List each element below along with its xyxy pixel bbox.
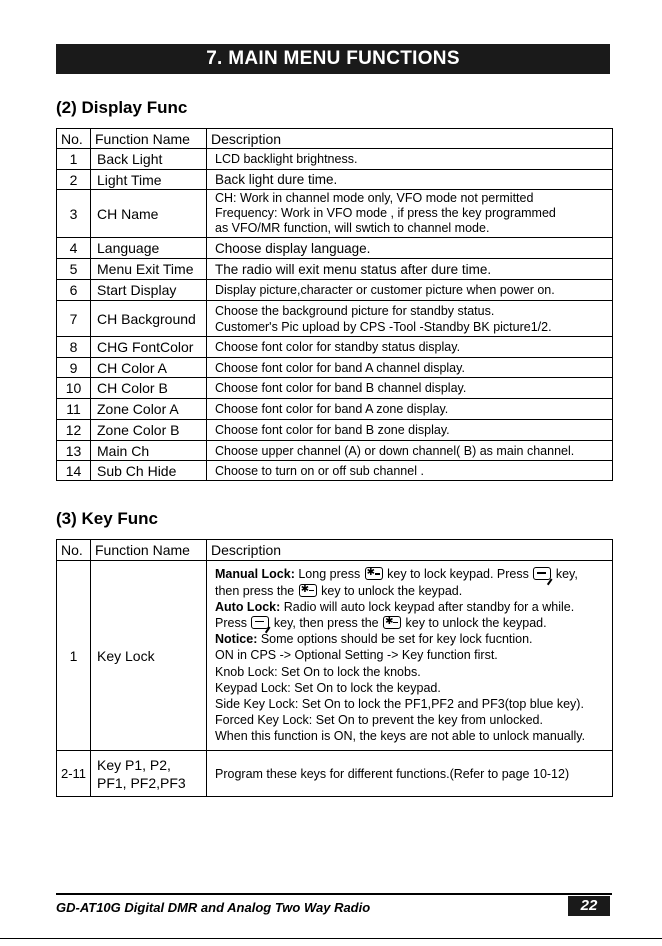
table-header-row bbox=[57, 129, 613, 149]
header-description: Description bbox=[207, 129, 613, 149]
notice-line bbox=[215, 631, 608, 647]
desc-line: When this function is ON, the keys are not able to unlock manually. bbox=[215, 729, 586, 744]
row-name: CH Color B bbox=[91, 378, 207, 399]
row-no: 5 bbox=[57, 259, 91, 280]
row-desc: Choose font color for standby status display. bbox=[207, 337, 613, 358]
row-desc: Choose font color for band A zone display. bbox=[207, 399, 613, 420]
row-name: Zone Color A bbox=[91, 399, 207, 420]
row-name: Zone Color B bbox=[91, 420, 207, 441]
desc-line: Knob Lock: Set On to lock the knobs. bbox=[215, 664, 421, 679]
table-row bbox=[57, 238, 613, 259]
bottom-rule bbox=[0, 938, 662, 939]
menu-key-icon bbox=[251, 616, 269, 629]
table-row bbox=[57, 259, 613, 280]
row-no: 11 bbox=[57, 399, 91, 420]
row-desc: Choose font color for band A channel display. bbox=[207, 358, 613, 378]
text: key to unlock the keypad. bbox=[402, 615, 547, 630]
text: key to unlock the keypad. bbox=[317, 583, 463, 598]
row-desc: Choose font color for band B channel display. bbox=[207, 378, 613, 399]
table-row bbox=[57, 378, 613, 399]
star-key-icon bbox=[383, 616, 401, 629]
header-description: Description bbox=[207, 540, 613, 561]
key-func-title: (3) Key Func bbox=[56, 509, 159, 528]
row-desc: Program these keys for different functions.(Refer to page 10-12) bbox=[207, 751, 613, 797]
text: key to lock keypad. Press bbox=[383, 567, 533, 582]
table-row bbox=[57, 337, 613, 358]
name-line: Key P1, P2, bbox=[97, 756, 171, 773]
row-desc bbox=[207, 190, 613, 238]
row-no: 7 bbox=[57, 301, 91, 337]
header-function-name: Function Name bbox=[91, 129, 207, 149]
table-row bbox=[57, 358, 613, 378]
row-desc: Choose to turn on or off sub channel . bbox=[207, 461, 613, 481]
table-row bbox=[57, 190, 613, 238]
text: key, bbox=[552, 567, 578, 582]
desc-line: CH: Work in channel mode only, VFO mode not permitted bbox=[215, 191, 534, 205]
notice-label: Notice: bbox=[215, 632, 258, 647]
menu-key-icon bbox=[533, 567, 551, 580]
header-function-name: Function Name bbox=[91, 540, 207, 561]
row-no: 10 bbox=[57, 378, 91, 399]
row-desc: Choose upper channel (A) or down channel( B) as main channel. bbox=[207, 441, 613, 461]
row-no: 1 bbox=[57, 149, 91, 170]
row-desc bbox=[207, 301, 613, 337]
row-no: 14 bbox=[57, 461, 91, 481]
row-name: Menu Exit Time bbox=[91, 259, 207, 280]
row-no: 12 bbox=[57, 420, 91, 441]
footer-product-name: GD-AT10G Digital DMR and Analog Two Way Radio bbox=[56, 900, 371, 915]
desc-line: ON in CPS -> Optional Setting -> Key function first. bbox=[215, 648, 498, 663]
row-no: 2-11 bbox=[57, 751, 91, 797]
row-desc: Choose display language. bbox=[207, 238, 613, 259]
row-name: Main Ch bbox=[91, 441, 207, 461]
text: key, then press the bbox=[270, 615, 383, 630]
key-lock-desc bbox=[207, 561, 613, 751]
row-desc: Back light dure time. bbox=[207, 170, 613, 190]
chapter-banner: 7. MAIN MENU FUNCTIONS bbox=[56, 44, 610, 74]
star-key-icon bbox=[299, 584, 317, 597]
table-row bbox=[57, 170, 613, 190]
row-name: Start Display bbox=[91, 280, 207, 301]
desc-line: Side Key Lock: Set On to lock the PF1,PF2 and PF3(top blue key). bbox=[215, 697, 584, 711]
row-name: CH Color A bbox=[91, 358, 207, 378]
text: Press bbox=[215, 615, 251, 630]
table-header-row bbox=[57, 540, 613, 561]
desc-line: Keypad Lock: Set On to lock the keypad. bbox=[215, 680, 441, 695]
row-desc: LCD backlight brightness. bbox=[207, 149, 613, 170]
header-no: No. bbox=[57, 129, 91, 149]
table-row bbox=[57, 461, 613, 481]
desc-line: Customer's Pic upload by CPS -Tool -Standby BK picture1/2. bbox=[215, 319, 552, 334]
row-name: Key Lock bbox=[91, 561, 207, 751]
manual-lock-label: Manual Lock: bbox=[215, 567, 295, 582]
row-no: 8 bbox=[57, 337, 91, 358]
row-no: 13 bbox=[57, 441, 91, 461]
footer-divider bbox=[56, 893, 612, 895]
row-no: 2 bbox=[57, 170, 91, 190]
row-name: Light Time bbox=[91, 170, 207, 190]
row-desc: The radio will exit menu status after dure time. bbox=[207, 259, 613, 280]
row-name: Language bbox=[91, 238, 207, 259]
table-row bbox=[57, 301, 613, 337]
row-desc: Display picture,character or customer picture when power on. bbox=[207, 280, 613, 301]
star-key-icon bbox=[365, 567, 383, 580]
row-name: Back Light bbox=[91, 149, 207, 170]
press-line bbox=[215, 615, 608, 631]
table-row-key-lock bbox=[57, 561, 613, 751]
desc-line: Frequency: Work in VFO mode , if press the key programmed bbox=[215, 206, 556, 220]
table-row-program-keys bbox=[57, 751, 613, 797]
row-no: 1 bbox=[57, 561, 91, 751]
row-name bbox=[91, 751, 207, 797]
desc-line: Forced Key Lock: Set On to prevent the key from unlocked. bbox=[215, 713, 543, 728]
row-name: CH Name bbox=[91, 190, 207, 238]
row-no: 3 bbox=[57, 190, 91, 238]
row-no: 4 bbox=[57, 238, 91, 259]
display-func-table bbox=[56, 128, 613, 481]
row-name: CH Background bbox=[91, 301, 207, 337]
text: Long press bbox=[294, 567, 364, 582]
text: then press the bbox=[215, 583, 298, 598]
header-no: No. bbox=[57, 540, 91, 561]
key-func-table bbox=[56, 539, 613, 797]
manual-lock-line bbox=[215, 566, 608, 582]
name-line: PF1, PF2,PF3 bbox=[97, 774, 186, 791]
table-row bbox=[57, 399, 613, 420]
row-name: CHG FontColor bbox=[91, 337, 207, 358]
row-name: Sub Ch Hide bbox=[91, 461, 207, 481]
table-row bbox=[57, 441, 613, 461]
manual-lock-line-2 bbox=[215, 583, 608, 599]
text: Some options should be set for key lock fucntion. bbox=[257, 632, 533, 647]
table-row bbox=[57, 149, 613, 170]
desc-line: as VFO/MR function, will swtich to channel mode. bbox=[215, 221, 490, 235]
row-no: 6 bbox=[57, 280, 91, 301]
display-func-title: (2) Display Func bbox=[56, 98, 188, 117]
desc-line: Choose the background picture for standby status. bbox=[215, 303, 495, 318]
text: Radio will auto lock keypad after standby for a while. bbox=[280, 599, 575, 614]
row-no: 9 bbox=[57, 358, 91, 378]
page-number-badge: 22 bbox=[568, 896, 610, 916]
auto-lock-line bbox=[215, 599, 608, 615]
table-row bbox=[57, 280, 613, 301]
auto-lock-label: Auto Lock: bbox=[215, 599, 281, 614]
row-desc: Choose font color for band B zone display. bbox=[207, 420, 613, 441]
table-row bbox=[57, 420, 613, 441]
